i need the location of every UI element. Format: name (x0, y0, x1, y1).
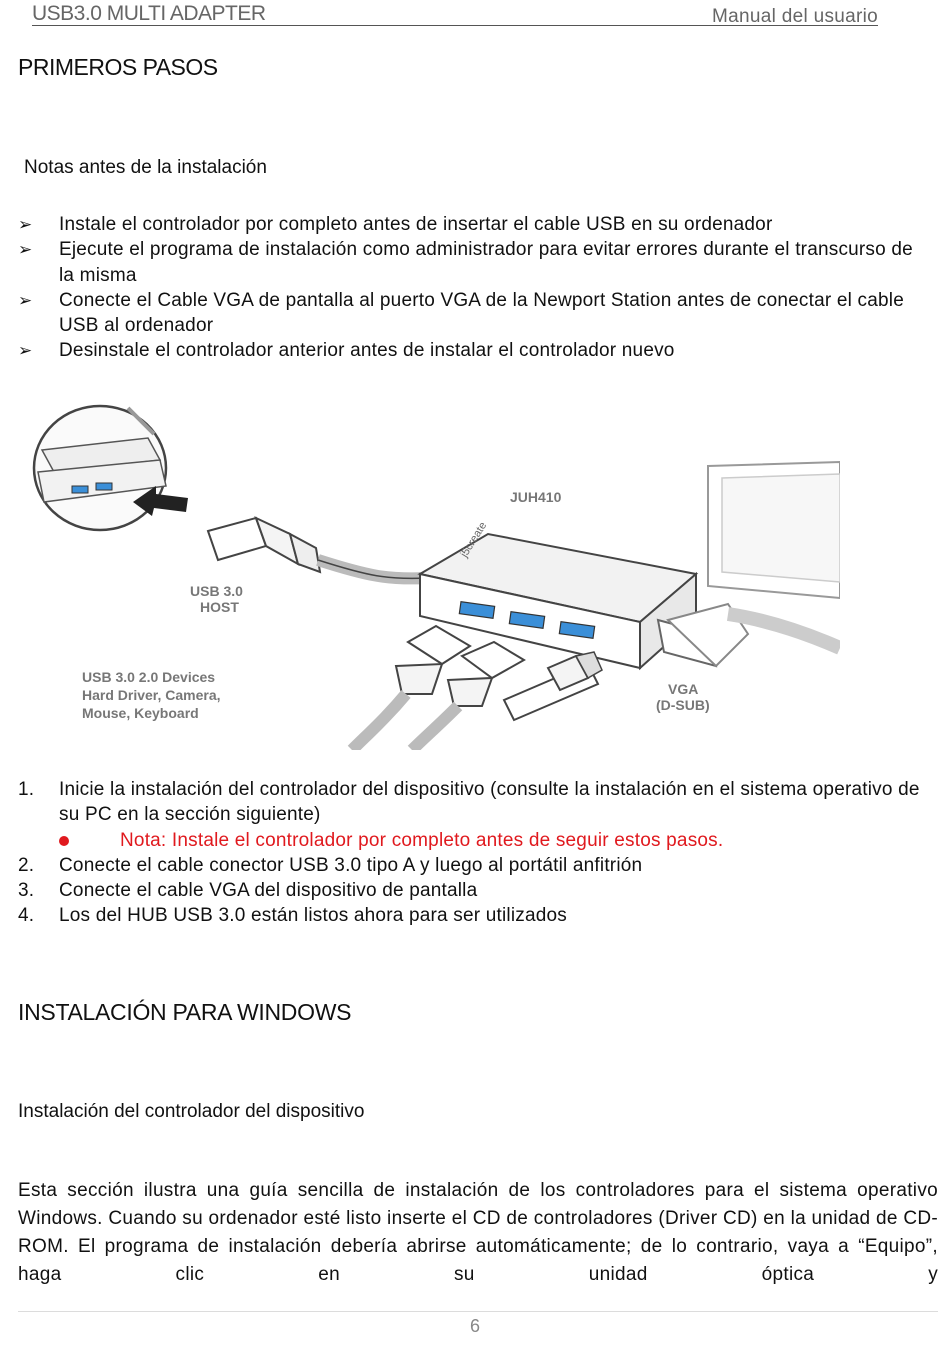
host-label-line2: HOST (200, 599, 239, 615)
arrow-bullet-icon: ➢ (18, 341, 33, 361)
devices-label-line1: USB 3.0 2.0 Devices (82, 669, 216, 685)
step-text: Inicie la instalación del controlador del dispositivo (consulte la instalación en el sistema operativo de su PC en la sección siguiente) (59, 779, 920, 826)
host-label-line1: USB 3.0 (190, 583, 243, 599)
header-product-title: USB3.0 MULTI ADAPTER (32, 2, 266, 25)
step-text: Los del HUB USB 3.0 están listos ahora para ser utilizados (59, 905, 567, 927)
installation-steps-list (18, 777, 928, 929)
note-text: Nota: Instale el controlador por completo antes de seguir estos pasos. (120, 829, 724, 851)
list-item (18, 338, 928, 363)
list-item (18, 777, 928, 828)
installation-note (18, 828, 928, 853)
footer-divider (18, 1311, 938, 1312)
hub-brand-text: j5create (458, 520, 490, 560)
bullet-text: Ejecute el programa de instalación como administrador para evitar errores durante el transcurso de la misma (59, 239, 913, 286)
page-header (32, 2, 878, 26)
list-item (18, 853, 928, 878)
vga-label-line2: (D-SUB) (656, 697, 710, 713)
step-text: Conecte el cable conector USB 3.0 tipo A y luego al portátil anfitrión (59, 854, 643, 876)
section-title-getting-started: PRIMEROS PASOS (18, 54, 218, 80)
note-dot-icon (59, 836, 69, 846)
monitor-illustration (708, 462, 840, 598)
devices-label-line2: Hard Driver, Camera, (82, 687, 221, 703)
devices-label-line3: Mouse, Keyboard (82, 705, 199, 721)
driver-install-heading: Instalación del controlador del dispositivo (18, 1101, 365, 1122)
arrow-bullet-icon: ➢ (18, 240, 33, 260)
usb-host-plug (208, 518, 428, 578)
arrow-bullet-icon: ➢ (18, 215, 33, 234)
bullet-text: Conecte el Cable VGA de pantalla al puerto VGA de la Newport Station antes de conectar el cable USB al ordenador (59, 289, 904, 337)
header-manual-title: Manual del usuario (712, 6, 878, 27)
vga-label-line1: VGA (668, 681, 699, 697)
install-notes-list (18, 212, 928, 364)
list-item (18, 878, 928, 903)
connection-diagram (28, 398, 840, 750)
bullet-text: Instale el controlador por completo antes de insertar el cable USB en su ordenador (59, 214, 773, 235)
bullet-text: Desinstale el controlador anterior antes de instalar el controlador nuevo (59, 340, 675, 362)
step-number: 1. (18, 779, 35, 800)
list-item (18, 212, 928, 237)
page-number: 6 (469, 1316, 480, 1336)
list-item (18, 903, 928, 928)
list-item (18, 288, 928, 339)
step-number: 2. (18, 854, 35, 876)
list-item (18, 237, 928, 288)
arrow-bullet-icon: ➢ (18, 290, 33, 310)
usb-device-plugs (352, 626, 524, 750)
step-number: 3. (18, 880, 35, 902)
step-text: Conecte el cable VGA del dispositivo de pantalla (59, 880, 478, 902)
install-notes-heading: Notas antes de la instalación (24, 157, 267, 178)
step-number: 4. (18, 905, 35, 927)
hub-model-label: JUH410 (510, 489, 562, 505)
section-title-windows-install: INSTALACIÓN PARA WINDOWS (18, 999, 352, 1025)
driver-install-paragraph: Esta sección ilustra una guía sencilla de instalación de los controladores para el sistema operativo Windows. Cuando su ordenador esté listo inserte el CD de controladores (Driver CD) en la unidad de CD-ROM. El programa de instalación debería abrirse automáticamente; de lo contrario, vaya a “Equipo”, haga clic en su unidad óptica y (18, 1180, 938, 1285)
